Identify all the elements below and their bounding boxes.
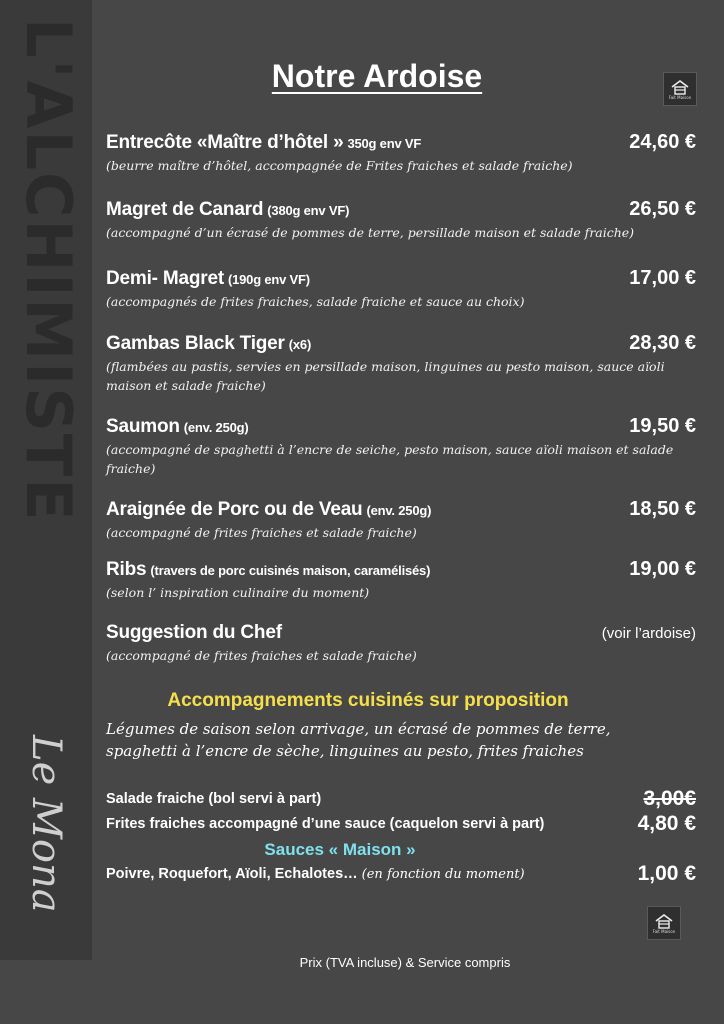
item-price: (voir l’ardoise) [601, 625, 696, 642]
accompaniments-title: Accompagnements cuisinés sur proposition [167, 690, 569, 711]
item-name: Demi- Magret [106, 268, 224, 289]
house-icon [670, 79, 690, 95]
sauces-item [106, 862, 696, 886]
item-name: Magret de Canard [106, 199, 264, 220]
side-price: 3,00€ [643, 787, 696, 810]
badge-label: Fait Maison [668, 94, 692, 100]
menu-item [106, 131, 696, 175]
item-name: Entrecôte «Maître d’hôtel » [106, 132, 344, 153]
side-name: Salade fraiche (bol servi à part) [106, 791, 322, 807]
item-description: (accompagné de spaghetti à l’encre de seiche, pesto maison, sauce aïoli maison et salade fraiche) [106, 442, 674, 476]
item-detail: (env. 250g) [366, 503, 432, 518]
menu-item [106, 332, 696, 395]
item-name: Suggestion du Chef [106, 622, 282, 643]
sauces-name: Poivre, Roquefort, Aïoli, Echalotes… [106, 866, 358, 882]
side-item [106, 787, 696, 811]
item-price: 24,60 € [629, 131, 696, 153]
item-name: Ribs [106, 559, 147, 580]
item-price: 19,00 € [629, 558, 696, 580]
item-description: (accompagné de frites fraiches et salade fraiche) [106, 648, 417, 663]
menu-item [106, 198, 696, 242]
house-icon [654, 913, 674, 929]
item-name: Gambas Black Tiger [106, 333, 285, 354]
item-description: (accompagnés de frites fraiches, salade fraiche et sauce au choix) [106, 294, 525, 309]
item-price: 26,50 € [629, 198, 696, 220]
fait-maison-badge [663, 72, 697, 106]
item-description: (beurre maître d’hôtel, accompagnée de Frites fraiches et salade fraiche) [106, 158, 573, 173]
item-detail: (380g env VF) [267, 203, 350, 218]
item-description: (selon l’ inspiration culinaire du moment) [106, 585, 370, 600]
item-detail: (env. 250g) [183, 420, 249, 435]
sauces-title: Sauces « Maison » [264, 840, 416, 859]
badge-label: Fait Maison [652, 928, 676, 934]
footer-note: Prix (TVA incluse) & Service compris [299, 955, 511, 970]
item-price: 19,50 € [629, 415, 696, 437]
item-detail: (190g env VF) [227, 272, 310, 287]
side-name: Frites fraiches accompagné d’une sauce (caquelon servi à part) [106, 816, 545, 832]
item-detail: (x6) [288, 337, 312, 352]
item-price: 17,00 € [629, 267, 696, 289]
accompaniments-text: Légumes de saison selon arrivage, un écrasé de pommes de terre, spaghetti à l’encre de sèche, linguines au pesto, frites fraiches [106, 720, 611, 760]
side-price: 4,80 € [637, 812, 696, 835]
item-description: (accompagné de frites fraiches et salade fraiche) [106, 525, 417, 540]
menu-item [106, 622, 696, 665]
item-price: 18,50 € [629, 498, 696, 520]
menu-item [106, 498, 696, 542]
item-name: Saumon [106, 416, 180, 437]
item-description: (flambées au pastis, servies en persillade maison, linguines au pesto maison, sauce aïoli maison et salade fraiche) [106, 359, 665, 393]
page-title: Notre Ardoise [271, 58, 483, 94]
signature: Le Mona [23, 735, 69, 913]
menu-item [106, 558, 696, 602]
sauces-price: 1,00 € [637, 862, 696, 885]
item-name: Araignée de Porc ou de Veau [106, 499, 363, 520]
brand-strip [0, 0, 92, 960]
item-price: 28,30 € [629, 332, 696, 354]
menu-item [106, 415, 696, 478]
brand-name: L'ALCHIMISTE [12, 18, 85, 523]
menu-item [106, 267, 696, 311]
sauces-note: (en fonction du moment) [361, 867, 525, 882]
item-description: (accompagné d’un écrasé de pommes de terre, persillade maison et salade fraiche) [106, 225, 635, 240]
item-detail: 350g env VF [347, 136, 422, 151]
side-item [106, 812, 696, 836]
fait-maison-badge [647, 906, 681, 940]
item-detail: (travers de porc cuisinés maison, caramélisés) [150, 563, 431, 578]
